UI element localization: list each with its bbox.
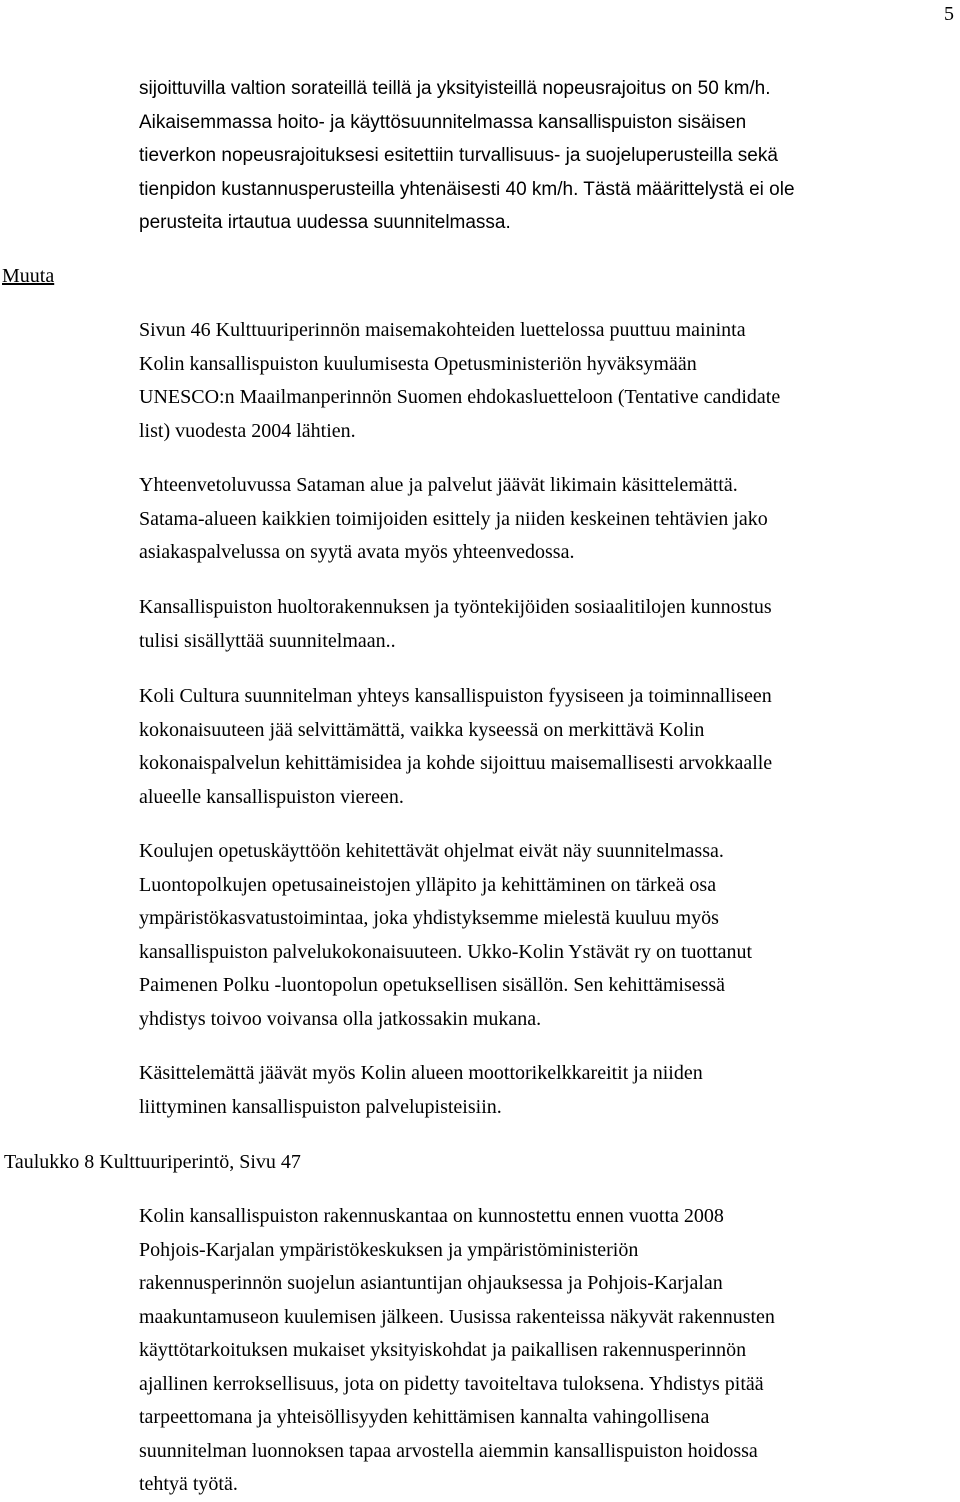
text-line: Kolin kansallispuiston rakennuskantaa on kunnostettu ennen vuotta 2008 xyxy=(139,1205,724,1227)
text-line: tieverkon nopeusrajoituksesi esitettiin turvallisuus- ja suojeluperusteilla sekä xyxy=(139,145,778,166)
text-line: ympäristökasvatustoimintaa, joka yhdistyksemme mielestä kuuluu myös xyxy=(139,907,719,929)
text-line: Pohjois-Karjalan ympäristökeskuksen ja ympäristöministeriön xyxy=(139,1238,639,1261)
paragraph-koli-cultura xyxy=(139,680,957,814)
paragraph-snowmobile-routes xyxy=(139,1057,957,1124)
section-label-muuta: Muuta xyxy=(2,265,55,287)
text-line: Kansallispuiston huoltorakennuksen ja työntekijöiden sosiaalitilojen kunnostus xyxy=(139,596,772,618)
section-label-taulukko: Taulukko 8 Kulttuuriperintö, Sivu 47 xyxy=(4,1151,301,1173)
text-line: liittyminen kansallispuiston palvelupisteisiin. xyxy=(139,1095,502,1118)
text-line: ajallinen kerroksellisuus, jota on pidetty tavoiteltava tuloksena. Yhdistys pitää xyxy=(139,1372,764,1395)
text-line: asiakaspalvelussa on syytä avata myös yhteenvedossa. xyxy=(139,541,575,563)
text-line: rakennusperinnön suojelun asiantuntijan ohjauksessa ja Pohjois-Karjalan xyxy=(139,1272,723,1294)
text-line: käyttötarkoituksen mukaiset yksityiskohdat ja paikallisen rakennusperinnön xyxy=(139,1339,747,1361)
text-line: sijoittuvilla valtion sorateillä teillä ja yksityisteillä nopeusrajoitus on 50 km/h. xyxy=(139,78,771,99)
text-line: maakuntamuseon kuulemisen jälkeen. Uusissa rakenteissa näkyvät rakennusten xyxy=(139,1305,775,1328)
text-line: perusteita irtautua uudessa suunnitelmassa. xyxy=(139,212,511,233)
paragraph-maintenance-building xyxy=(139,591,957,658)
text-line: Koli Cultura suunnitelman yhteys kansallispuiston fyysiseen ja toiminnalliseen xyxy=(139,685,772,707)
text-line: Paimenen Polku -luontopolun opetuksellisen sisällön. Sen kehittämisessä xyxy=(139,974,726,996)
text-line: Aikaisemmassa hoito- ja käyttösuunnitelmassa kansallispuiston sisäisen xyxy=(139,111,747,133)
paragraph-harbour xyxy=(139,469,957,570)
paragraph-school-programs xyxy=(139,835,957,1036)
text-line: UNESCO:n Maailmanperinnön Suomen ehdokasluetteloon (Tentative candidate xyxy=(139,386,781,408)
text-line: alueelle kansallispuiston viereen. xyxy=(139,785,404,808)
text-line: tarpeettomana ja yhteisöllisyyden kehittämisen kannalta vahingollisena xyxy=(139,1406,710,1428)
text-line: kokonaisuuteen jää selvittämättä, vaikka kyseessä on merkittävä Kolin xyxy=(139,718,705,741)
text-line: Luontopolkujen opetusaineistojen ylläpito ja kehittäminen on tärkeä osa xyxy=(139,873,717,896)
text-line: tehtyä työtä. xyxy=(139,1473,238,1495)
text-line: Satama-alueen kaikkien toimijoiden esittely ja niiden keskeinen tehtävien jako xyxy=(139,507,768,530)
text-line: yhdistys toivoo voivansa olla jatkossakin mukana. xyxy=(139,1007,542,1030)
paragraph-unesco xyxy=(139,314,957,448)
text-line: kokonaispalvelun kehittämisidea ja kohde sijoittuu maisemallisesti arvokkaalle xyxy=(139,752,773,774)
text-line: list) vuodesta 2004 lähtien. xyxy=(139,419,356,442)
text-line: Yhteenvetoluvussa Sataman alue ja palvelut jäävät likimain käsittelemättä. xyxy=(139,474,738,496)
text-line: suunnitelman luonnoksen tapaa arvostella aiemmin kansallispuiston hoidossa xyxy=(139,1439,758,1462)
text-line: kansallispuiston palvelukokonaisuuteen. Ukko-Kolin Ystävät ry on tuottanut xyxy=(139,940,753,963)
text-line: tienpidon kustannusperusteilla yhtenäisesti 40 km/h. Tästä määrittelystä ei ole xyxy=(139,178,795,200)
text-line: Kolin kansallispuiston kuulumisesta Opetusministeriön hyväksymään xyxy=(139,352,697,375)
text-line: Käsittelemättä jäävät myös Kolin alueen moottorikelkkareitit ja niiden xyxy=(139,1062,703,1084)
paragraph-building-stock xyxy=(139,1200,957,1502)
text-line: tulisi sisällyttää suunnitelmaan.. xyxy=(139,629,396,652)
text-line: Koulujen opetuskäyttöön kehitettävät ohjelmat eivät näy suunnitelmassa. xyxy=(139,840,724,862)
paragraph-speed-limits xyxy=(139,72,957,240)
text-line: Sivun 46 Kulttuuriperinnön maisemakohteiden luettelossa puuttuu maininta xyxy=(139,319,746,341)
page-number: 5 xyxy=(944,3,954,25)
